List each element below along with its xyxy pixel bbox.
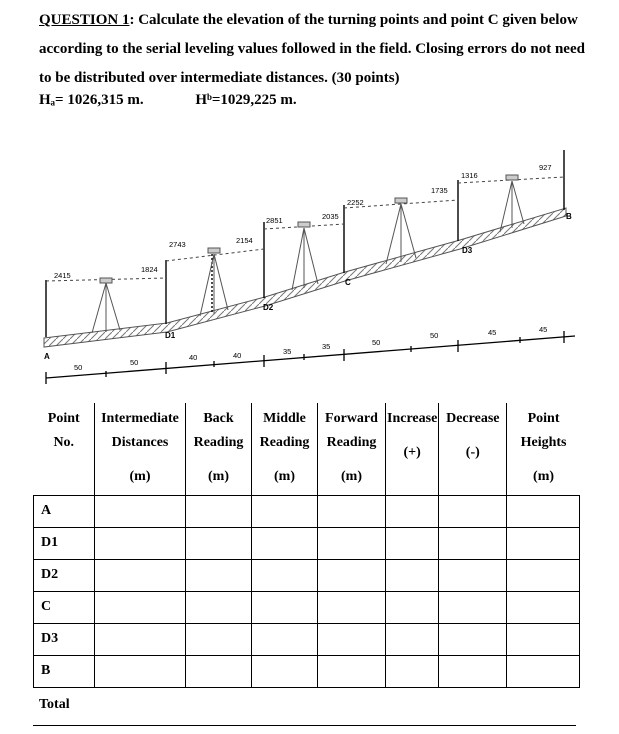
cell[interactable] xyxy=(439,559,507,591)
cell[interactable] xyxy=(507,495,580,527)
reading-3: 2743 xyxy=(169,240,186,249)
cell[interactable] xyxy=(507,591,580,623)
table-row xyxy=(34,591,580,623)
reading-5: 2851 xyxy=(266,216,283,225)
question-body: : Calculate the elevation of the turning points and point C given below according to the serial leveling values followed in the field. Closing errors do not need to be distributed over intermediate distances. (30 points) xyxy=(39,12,585,86)
cell[interactable] xyxy=(95,591,186,623)
table-row xyxy=(34,495,580,527)
cell[interactable] xyxy=(507,559,580,591)
reading-4: 2154 xyxy=(236,236,253,245)
cell[interactable] xyxy=(439,655,507,687)
instrument-3 xyxy=(292,228,318,290)
cell[interactable] xyxy=(252,655,318,687)
reading-10: 927 xyxy=(539,163,552,172)
dist-2: 50 xyxy=(130,358,139,367)
cell[interactable] xyxy=(386,623,439,655)
dist-9: 45 xyxy=(488,328,497,337)
row-point: C xyxy=(34,591,95,623)
instrument-1 xyxy=(92,283,120,333)
ground-profile xyxy=(44,208,566,347)
cell[interactable] xyxy=(318,527,386,559)
table-row xyxy=(34,655,580,687)
cell[interactable] xyxy=(386,591,439,623)
cell[interactable] xyxy=(318,623,386,655)
cell[interactable] xyxy=(439,495,507,527)
cell[interactable] xyxy=(386,495,439,527)
question-title: QUESTION 1 xyxy=(39,12,130,28)
table-header-row xyxy=(34,403,580,495)
cell[interactable] xyxy=(95,559,186,591)
table-row xyxy=(34,559,580,591)
instrument-2 xyxy=(200,254,228,316)
col-forward-reading: Forward Reading (m) xyxy=(318,403,386,495)
dist-10: 45 xyxy=(539,325,548,334)
table-row xyxy=(34,623,580,655)
cell[interactable] xyxy=(318,495,386,527)
cell[interactable] xyxy=(186,559,252,591)
cell[interactable] xyxy=(252,623,318,655)
cell[interactable] xyxy=(95,527,186,559)
reading-7: 2252 xyxy=(347,198,364,207)
reading-1: 2415 xyxy=(54,271,71,280)
question-text xyxy=(39,6,599,93)
col-point-no: Point No. xyxy=(34,403,95,495)
point-label-A: A xyxy=(44,352,50,361)
cell[interactable] xyxy=(186,527,252,559)
cell[interactable] xyxy=(186,655,252,687)
reading-8: 1735 xyxy=(431,186,448,195)
dist-7: 50 xyxy=(372,338,381,347)
cell[interactable] xyxy=(95,623,186,655)
col-point-heights: Point Heights (m) xyxy=(507,403,580,495)
point-label-C: C xyxy=(345,278,351,287)
cell[interactable] xyxy=(252,495,318,527)
dist-1: 50 xyxy=(74,363,83,372)
given-heights xyxy=(39,92,297,109)
total-divider xyxy=(33,725,576,726)
cell[interactable] xyxy=(186,591,252,623)
col-increase: Increase (+) xyxy=(386,403,439,495)
point-label-B: B xyxy=(566,212,572,221)
reading-9: 1316 xyxy=(461,171,478,180)
row-point: D2 xyxy=(34,559,95,591)
cell[interactable] xyxy=(318,591,386,623)
cell[interactable] xyxy=(186,623,252,655)
cell[interactable] xyxy=(386,559,439,591)
dist-3: 40 xyxy=(189,353,198,362)
cell[interactable] xyxy=(386,655,439,687)
row-point: D1 xyxy=(34,527,95,559)
cell[interactable] xyxy=(507,655,580,687)
cell[interactable] xyxy=(186,495,252,527)
cell[interactable] xyxy=(318,559,386,591)
leveling-diagram xyxy=(0,150,619,390)
dist-8: 50 xyxy=(430,331,439,340)
cell[interactable] xyxy=(252,591,318,623)
cell[interactable] xyxy=(439,623,507,655)
row-point: D3 xyxy=(34,623,95,655)
dist-5: 35 xyxy=(283,347,292,356)
distance-baseline xyxy=(46,336,575,378)
col-intermediate-distances: Intermediate Distances (m) xyxy=(95,403,186,495)
total-label: Total xyxy=(39,697,70,712)
reading-2: 1824 xyxy=(141,265,158,274)
point-label-D2: D2 xyxy=(263,303,274,312)
row-point: B xyxy=(34,655,95,687)
col-middle-reading: Middle Reading (m) xyxy=(252,403,318,495)
height-a: Hₐ= 1026,315 m. xyxy=(39,92,144,108)
cell[interactable] xyxy=(252,527,318,559)
cell[interactable] xyxy=(439,591,507,623)
height-b: Hᵇ=1029,225 m. xyxy=(195,92,297,108)
row-point: A xyxy=(34,495,95,527)
reading-6: 2035 xyxy=(322,212,339,221)
cell[interactable] xyxy=(318,655,386,687)
cell[interactable] xyxy=(439,527,507,559)
point-label-D1: D1 xyxy=(165,331,176,340)
col-back-reading: Back Reading (m) xyxy=(186,403,252,495)
cell[interactable] xyxy=(252,559,318,591)
cell[interactable] xyxy=(507,623,580,655)
cell[interactable] xyxy=(386,527,439,559)
dist-6: 35 xyxy=(322,342,331,351)
col-decrease: Decrease (-) xyxy=(439,403,507,495)
cell[interactable] xyxy=(95,495,186,527)
dist-4: 40 xyxy=(233,351,242,360)
leveling-table xyxy=(33,403,580,688)
cell[interactable] xyxy=(507,527,580,559)
table-row xyxy=(34,527,580,559)
point-label-D3: D3 xyxy=(462,246,473,255)
cell[interactable] xyxy=(95,655,186,687)
